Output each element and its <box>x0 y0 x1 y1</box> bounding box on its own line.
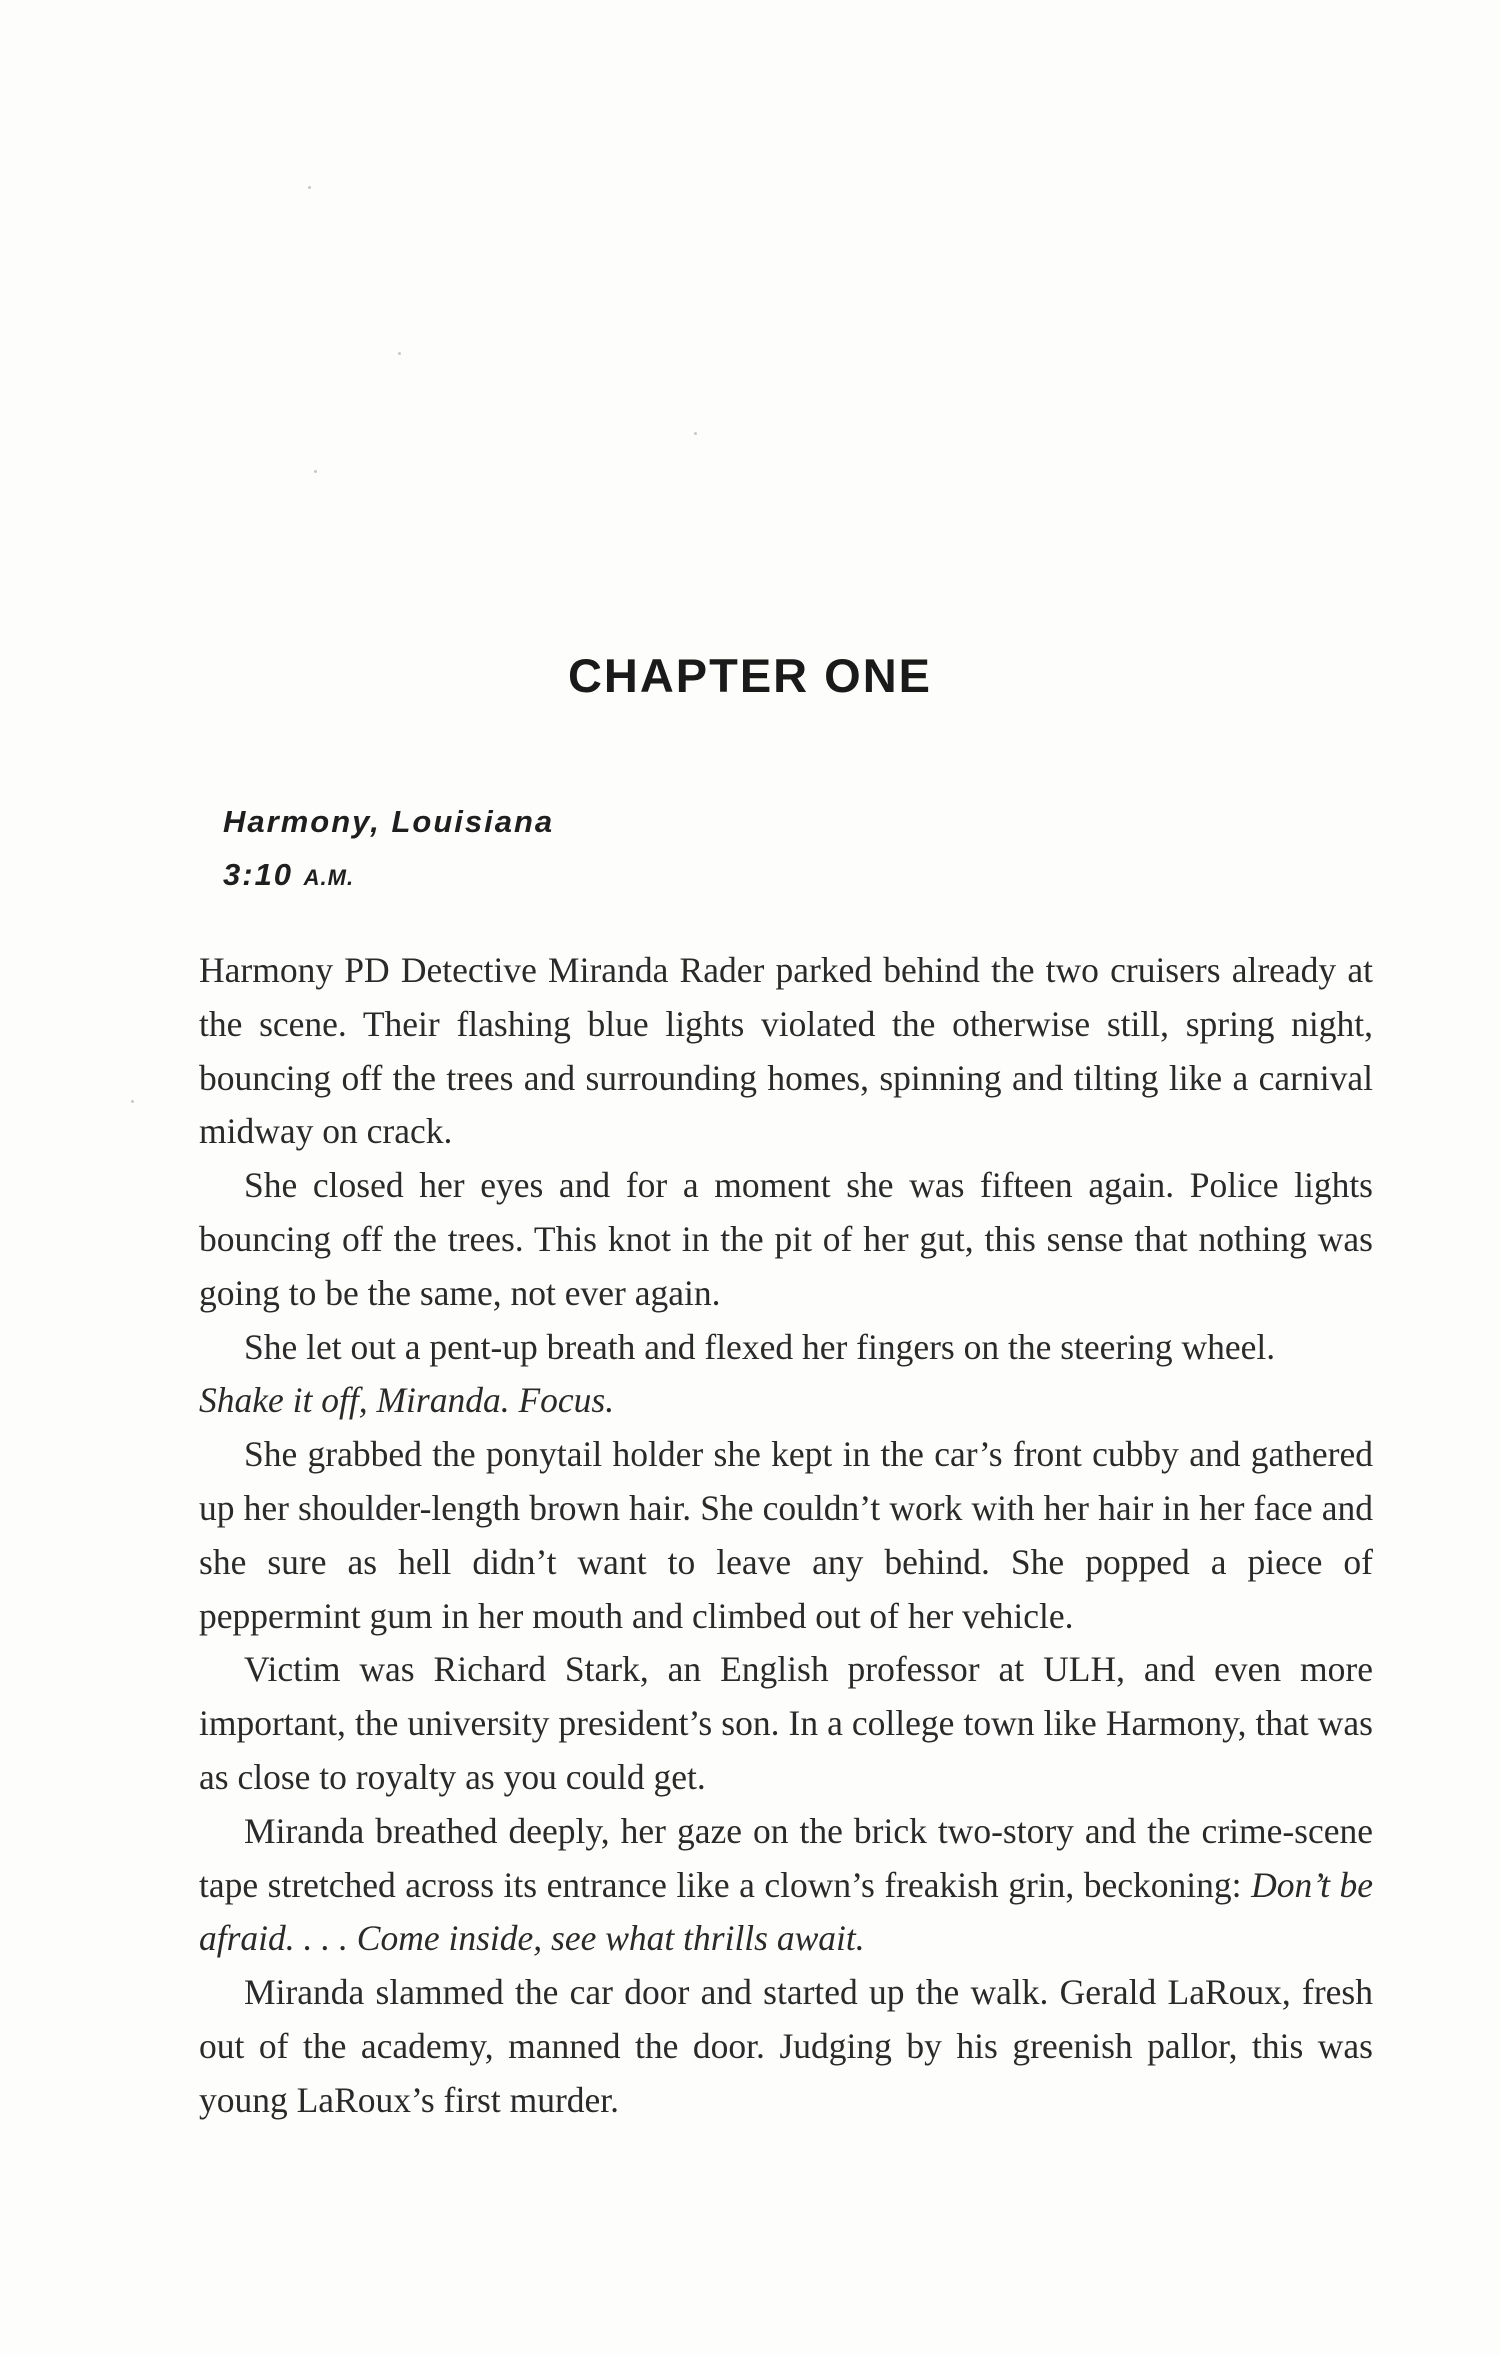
dateline <box>223 795 554 904</box>
paper-speck <box>398 352 401 355</box>
paragraph-6-italic: Don’t be afraid. . . . Come inside, see what thrills await. <box>199 1864 1373 1959</box>
paragraph-3-italic: Shake it off, Miranda. Focus. <box>199 1380 615 1421</box>
paragraph-3 <box>199 1321 1373 1429</box>
paragraph-6-text: Miranda breathed deeply, her gaze on the brick two-story and the crime-scene tape stretched across its entrance like a clown’s freakish grin, beckoning: <box>199 1810 1373 1905</box>
paper-speck <box>308 186 311 189</box>
paragraph-4: She grabbed the ponytail holder she kept in the car’s front cubby and gathered up her shoulder-length brown hair. She couldn’t work with her hair in her face and she sure as hell didn’t want to leave any behind. She popped a piece of peppermint gum in her mouth and climbed out of her vehicle. <box>199 1434 1373 1636</box>
paragraph-5: Victim was Richard Stark, an English professor at ULH, and even more important, the university president’s son. In a college town like Harmony, that was as close to royalty as you could get. <box>199 1649 1373 1797</box>
paragraph-1: Harmony PD Detective Miranda Rader parked behind the two cruisers already at the scene. Their flashing blue lights violated the otherwise still, spring night, bouncing off the trees and surrounding homes, spinning and tilting like a carnival midway on crack. <box>199 950 1373 1152</box>
dateline-time-line <box>223 848 554 904</box>
chapter-title: CHAPTER ONE <box>567 649 933 702</box>
dateline-place: Harmony, Louisiana <box>223 804 555 839</box>
dateline-meridiem: A.M. <box>303 865 355 890</box>
chapter-body <box>199 944 1373 2128</box>
paragraph-7: Miranda slammed the car door and started up the walk. Gerald LaRoux, fresh out of the academy, manned the door. Judging by his greenish pallor, this was young LaRoux’s first murder. <box>199 1972 1373 2120</box>
paragraph-2: She closed her eyes and for a moment she was fifteen again. Police lights bouncing off the trees. This knot in the pit of her gut, this sense that nothing was going to be the same, not ever again. <box>199 1165 1373 1313</box>
paper-speck <box>694 432 697 435</box>
paper-speck <box>314 470 317 473</box>
paragraph-3-text: She let out a pent-up breath and flexed her fingers on the steering wheel. <box>244 1326 1276 1367</box>
paragraph-6 <box>199 1805 1373 1966</box>
dateline-time: 3:10 <box>223 857 294 892</box>
paper-speck <box>131 1100 134 1103</box>
